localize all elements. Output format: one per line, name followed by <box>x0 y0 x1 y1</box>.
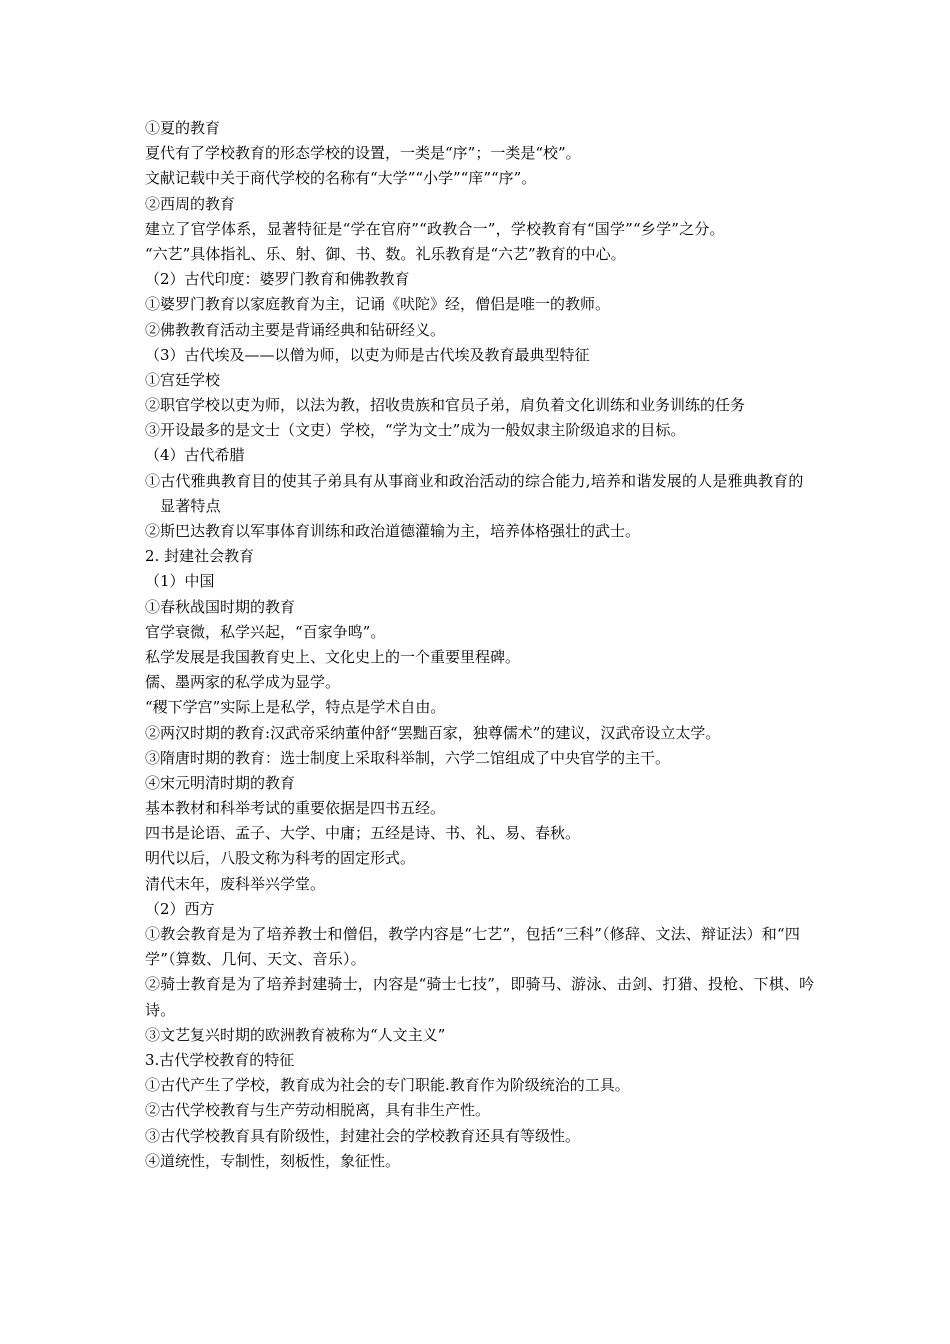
section-heading: （4）古代希腊 <box>145 446 245 465</box>
paragraph-line: 基本教材和科举考试的重要依据是四书五经。 <box>145 799 446 818</box>
list-item: ③隋唐时期的教育：选士制度上采取科举制，六学二馆组成了中央官学的主干。 <box>145 748 671 767</box>
list-item: ①宫廷学校 <box>145 370 221 389</box>
list-item: ②斯巴达教育以军事体育训练和政治道德灌输为主，培养体格强壮的武士。 <box>145 522 641 541</box>
list-item: ③古代学校教育具有阶级性，封建社会的学校教育还具有等级性。 <box>145 1126 581 1145</box>
section-heading: （1）中国 <box>145 572 215 591</box>
paragraph-line: “六艺”具体指礼、乐、射、御、书、数。礼乐教育是“六艺”教育的中心。 <box>145 244 626 263</box>
list-item: ②两汉时期的教育:汉武帝采纳董仲舒“罢黜百家，独尊儒术”的建议，汉武帝设立太学。 <box>145 723 721 742</box>
list-item: ①古代雅典教育目的使其子弟具有从事商业和政治活动的综合能力,培养和谐发展的人是雅典教育的显著特点 <box>145 471 804 515</box>
paragraph-line: 夏代有了学校教育的形态学校的设置，一类是“序”；一类是“校”。 <box>145 144 581 163</box>
list-item: ③开设最多的是文士（文吏）学校，“学为文士”成为一般奴隶主阶级追求的目标。 <box>145 421 686 440</box>
list-item: ①古代产生了学校，教育成为社会的专门职能.教育作为阶级统治的工具。 <box>145 1076 630 1095</box>
section-heading: 3.古代学校教育的特征 <box>145 1051 295 1070</box>
list-item: ②古代学校教育与生产劳动相脱离，具有非生产性。 <box>145 1101 491 1120</box>
list-item: ②佛教教育活动主要是背诵经典和钻研经义。 <box>145 320 446 339</box>
paragraph-line: “稷下学宫”实际上是私学，特点是学术自由。 <box>145 698 446 717</box>
paragraph-line: 清代末年，废科举兴学堂。 <box>145 874 326 893</box>
list-item: ③文艺复兴时期的欧洲教育被称为“人文主义” <box>145 1025 446 1044</box>
section-heading: 2. 封建社会教育 <box>145 547 255 566</box>
list-item: ①教会教育是为了培养教士和僧侣，教学内容是“七艺”，包括“三科”（修辞、文法、辩证法）和“四学”（算数、几何、天文、音乐）。 <box>145 925 801 969</box>
list-item: ②职官学校以吏为师，以法为教，招收贵族和官员子弟，肩负着文化训练和业务训练的任务 <box>145 396 746 415</box>
paragraph-line: 儒、墨两家的私学成为显学。 <box>145 673 341 692</box>
paragraph-line: 明代以后，八股文称为科考的固定形式。 <box>145 849 416 868</box>
paragraph-line: 四书是论语、孟子、大学、中庸；五经是诗、书、礼、易、春秋。 <box>145 824 581 843</box>
section-heading: （2）古代印度：婆罗门教育和佛教教育 <box>145 270 410 289</box>
paragraph-line: 官学衰微，私学兴起，“百家争鸣”。 <box>145 622 386 641</box>
section-heading: （3）古代埃及——以僧为师，以吏为师是古代埃及教育最典型特征 <box>145 345 590 364</box>
paragraph-line: 建立了官学体系，显著特征是“学在官府”“政教合一”，学校教育有“国学”“乡学”之分。 <box>145 219 725 238</box>
list-item: ①夏的教育 <box>145 119 221 137</box>
section-heading: （2）西方 <box>145 899 215 918</box>
list-item: ①婆罗门教育以家庭教育为主，记诵《吠陀》经，僧侣是唯一的教师。 <box>145 295 611 314</box>
document-body <box>145 116 815 1174</box>
paragraph-line: 文献记载中关于商代学校的名称有“大学”“小学”“庠”“序”。 <box>145 169 537 188</box>
list-item: ④道统性，专制性，刻板性，象征性。 <box>145 1151 401 1170</box>
list-item: ①春秋战国时期的教育 <box>145 597 296 616</box>
list-item: ②骑士教育是为了培养封建骑士，内容是“骑士七技”，即骑马、游泳、击剑、打猎、投枪、下棋、吟诗。 <box>145 975 815 1019</box>
list-item: ④宋元明清时期的教育 <box>145 773 296 792</box>
list-item: ②西周的教育 <box>145 194 236 213</box>
paragraph-line: 私学发展是我国教育史上、文化史上的一个重要里程碑。 <box>145 647 521 666</box>
